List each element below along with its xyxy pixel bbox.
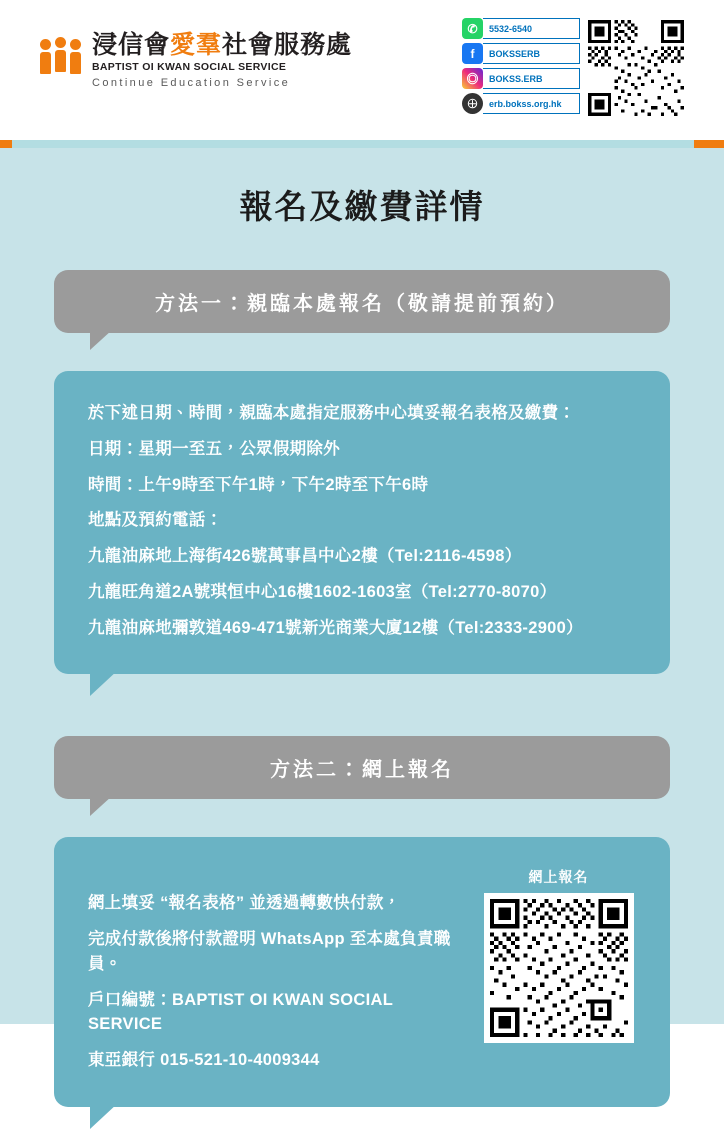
instagram-handle: BOKSS.ERB	[483, 68, 580, 89]
logo-heart-1: 愛	[170, 31, 197, 59]
online-registration-qr-code[interactable]	[484, 893, 634, 1043]
method-1-line-6: 九龍旺角道2A號琪恒中心16樓1602-1603室（Tel:2770-8070）	[88, 582, 557, 601]
logo-tagline: Continue Education Service	[92, 76, 291, 89]
instagram-icon: ◎	[462, 68, 483, 89]
whatsapp-icon: ✆	[462, 18, 483, 39]
organization-logo	[38, 33, 352, 89]
facebook-handle: BOKSSERB	[483, 43, 580, 64]
logo-cn-part2: 社會服務處	[222, 31, 353, 59]
online-registration-qr-block	[481, 867, 636, 1043]
method-2-line-4: 東亞銀行 015-521-10-4009344	[88, 1051, 320, 1069]
whatsapp-number: 5532-6540	[483, 18, 580, 39]
logo-cn-part1: 浸信會	[92, 31, 171, 59]
accent-bar-middle	[12, 140, 694, 148]
logo-chinese-name	[92, 33, 352, 58]
accent-bar-left	[0, 140, 12, 148]
method-1-line-5: 九龍油麻地上海街426號萬事昌中心2樓（Tel:2116-4598）	[88, 547, 522, 565]
method-2-panel	[54, 837, 670, 1107]
website-url: erb.bokss.org.hk	[483, 93, 580, 114]
globe-icon: ⊕	[462, 93, 483, 114]
facebook-icon: f	[462, 43, 483, 64]
contact-row-facebook[interactable]	[462, 43, 580, 64]
contact-list	[462, 18, 580, 118]
method-1-line-2: 日期：星期一至五，公眾假期除外	[88, 439, 340, 458]
contact-row-website[interactable]	[462, 93, 580, 114]
method-2-line-1: 網上填妥 “報名表格” 並透過轉數快付款，	[88, 894, 401, 913]
method-1-line-3: 時間：上午9時至下午1時，下午2時至下午6時	[88, 475, 429, 494]
header-qr-code	[588, 20, 684, 116]
method-2-heading: 方法二：網上報名	[54, 736, 670, 799]
method-1-heading: 方法一：親臨本處報名（敬請提前預約）	[54, 270, 670, 333]
method-1-line-7: 九龍油麻地彌敦道469-471號新光商業大廈12樓（Tel:2333-2900）	[88, 618, 583, 637]
accent-bar-right	[694, 140, 724, 148]
method-1-line-1: 於下述日期、時間，親臨本處指定服務中心填妥報名表格及繳費：	[88, 404, 576, 422]
method-2-line-3: 戶口編號：BAPTIST OI KWAN SOCIAL SERVICE	[88, 990, 393, 1034]
method-1-panel	[54, 371, 670, 674]
page-body	[0, 148, 724, 1069]
online-registration-qr-label: 網上報名	[528, 869, 589, 886]
contact-row-whatsapp[interactable]	[462, 18, 580, 39]
logo-mark-icon	[38, 37, 84, 83]
logo-heart-2: 羣	[196, 31, 223, 59]
contact-row-instagram[interactable]	[462, 68, 580, 89]
method-2-text-column	[88, 867, 471, 1073]
logo-english-name: BAPTIST OI KWAN SOCIAL SERVICE	[92, 61, 287, 73]
method-2-line-2: 完成付款後將付款證明 WhatsApp 至本處負責職員。	[88, 930, 451, 973]
page-title: 報名及繳費詳情	[239, 188, 485, 225]
method-1-line-4: 地點及預約電話：	[88, 511, 223, 530]
page-header	[0, 0, 724, 140]
